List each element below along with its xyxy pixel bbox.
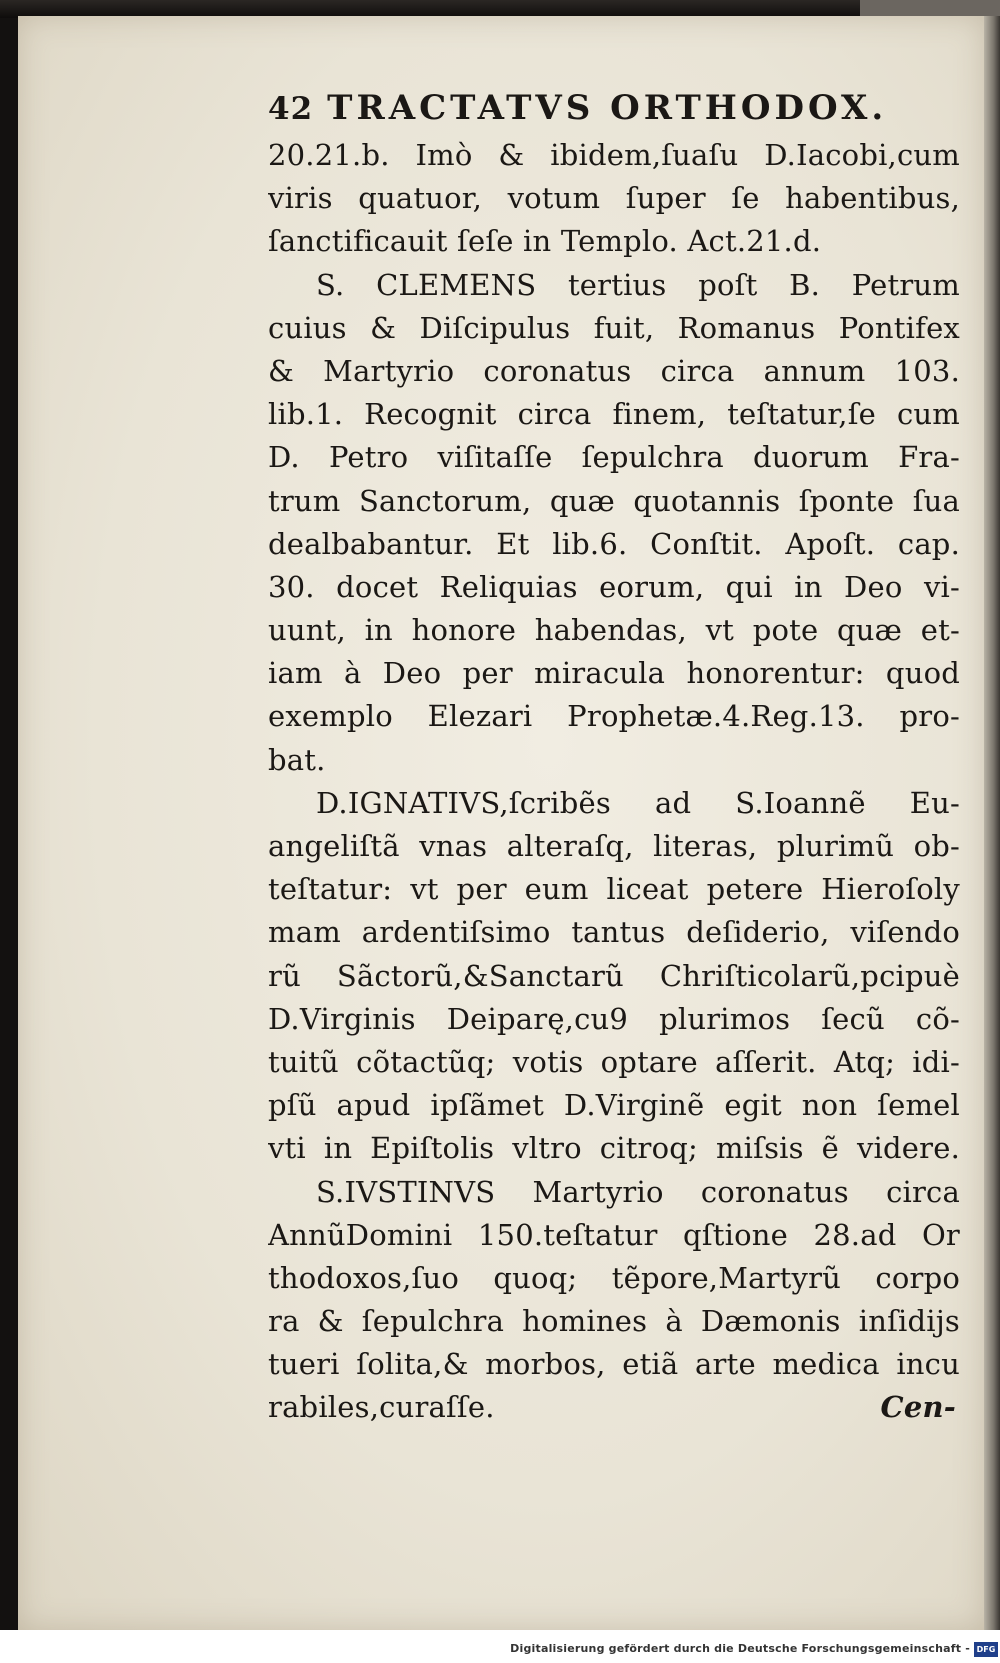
text-line: angeliſtã vnas alteraſq, literas, plurimũ ob- <box>268 829 960 863</box>
digitization-footer <box>0 1630 1000 1663</box>
page-text-block <box>268 88 960 1430</box>
paragraph-start-ignatius: D.IGNATIVS,ſcribẽs ad S.Ioannẽ Eu- <box>316 785 960 820</box>
text-line: tueri ſolita,& morbos, etiã arte medica incu <box>268 1347 960 1382</box>
running-title: TRACTATVS ORTHODOX. <box>327 88 888 128</box>
text-line: dealbabantur. Et lib.6. Conſtit. Apoſt. cap. <box>268 526 960 561</box>
text-line: teſtatur: vt per eum liceat petere Hieroſoly <box>268 872 960 907</box>
catchword: Cen- <box>880 1390 956 1425</box>
text-line: thodoxos,ſuo quoq; tẽpore,Martyrũ corpo <box>268 1260 960 1295</box>
text-line: 30. docet Reliquias eorum, qui in Deo vi- <box>268 569 960 604</box>
text-line: ſanctificauit ſeſe in Templo. Act.21.d. <box>268 224 822 259</box>
text-line: AnnũDomini 150.teſtatur qſtione 28.ad Or <box>268 1217 960 1252</box>
text-line: cuius & Diſcipulus fuit, Romanus Pontifex <box>268 310 960 345</box>
scan-top-edge-highlight <box>860 0 1000 16</box>
paragraph-start-iustinus: S.IVSTINVS Martyrio coronatus circa <box>316 1174 960 1209</box>
text-line: D. Petro viſitaſſe ſepulchra duorum Fra- <box>268 440 960 475</box>
running-head <box>268 88 960 134</box>
text-line: D.Virginis Deiparę,cu9 plurimos ſecũ cõ- <box>268 1001 960 1036</box>
text-line: lib.1. Recognit circa finem, teſtatur,ſe cum <box>268 397 960 432</box>
text-line: iam à Deo per miracula honorentur: quod <box>268 656 960 691</box>
final-line-with-catchword <box>268 1386 960 1429</box>
page-gutter-edge <box>984 16 1000 1630</box>
text-line: & Martyrio coronatus circa annum 103. <box>268 353 960 388</box>
text-line: 20.21.b. Imò & ibidem,ſuaſu D.Iacobi,cum <box>268 138 960 172</box>
text-line: bat. <box>268 742 326 777</box>
text-line: rũ Sãctorũ,&Sanctarũ Chriſticolarũ,pcipuè <box>268 958 960 993</box>
dfg-logo: DFG <box>974 1642 998 1657</box>
paragraph-start-clemens: S. CLEMENS tertius poſt B. Petrum <box>316 267 960 302</box>
text-line: vti in Epiſtolis vltro citroq; miſsis ẽ videre. <box>268 1131 960 1166</box>
text-line: pſũ apud ipſãmet D.Virginẽ egit non ſemel <box>268 1088 960 1123</box>
text-line: ra & ſepulchra homines à Dæmonis inſidijs <box>268 1304 960 1339</box>
text-line: trum Sanctorum, quæ quotannis ſponte ſua <box>268 483 960 518</box>
page-number: 42 <box>268 91 314 127</box>
text-line: uunt, in honore habendas, vt pote quæ et- <box>268 613 960 648</box>
text-line: mam ardentiſsimo tantus deſiderio, viſendo <box>268 915 960 950</box>
text-line: exemplo Elezari Prophetæ.4.Reg.13. pro- <box>268 699 960 734</box>
text-line: tuitũ cõtactũq; votis optare aſſerit. Atq; idi- <box>268 1044 960 1079</box>
text-line: rabiles,curaſſe. <box>268 1390 495 1425</box>
text-line: viris quatuor, votum ſuper ſe habentibus, <box>268 181 960 216</box>
funding-credit: Digitalisierung gefördert durch die Deutsche Forschungsgemeinschaft - <box>510 1642 970 1655</box>
